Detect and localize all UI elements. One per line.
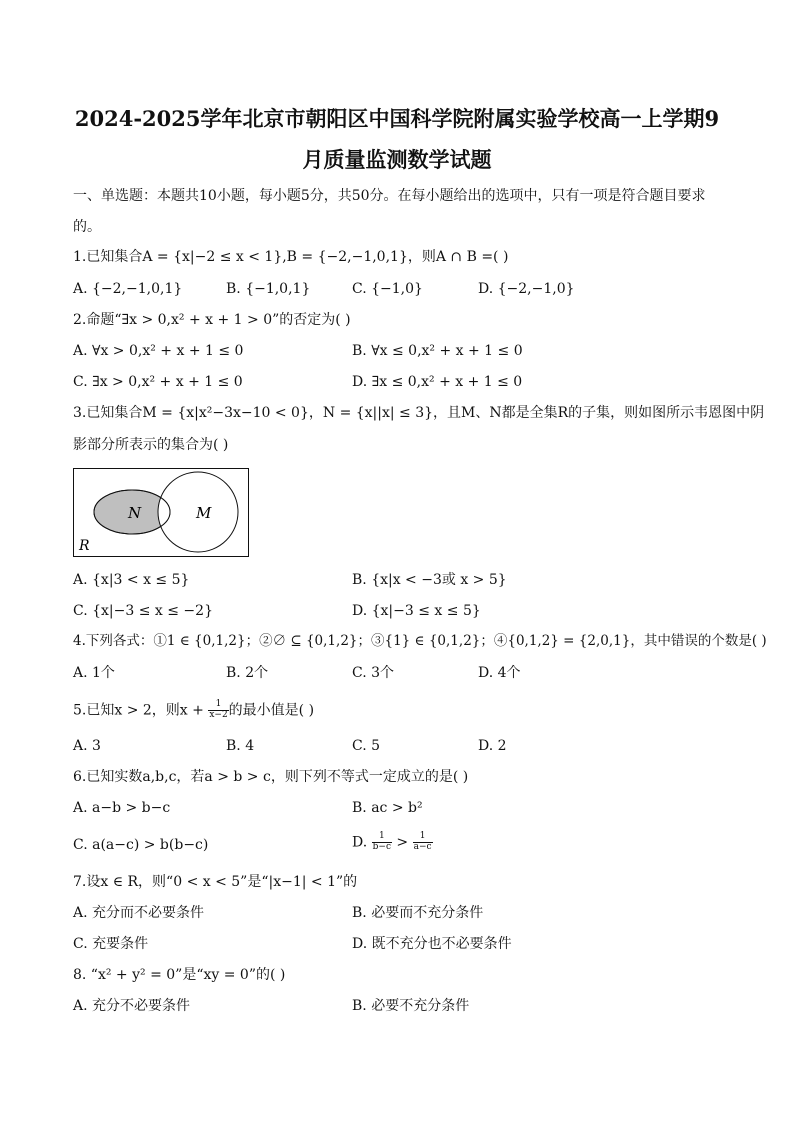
q5-fraction-denominator: x−2 (209, 709, 228, 720)
q2-option-d: D. ∃x ≤ 0,x² + x + 1 ≤ 0 (352, 374, 523, 390)
q8-stem: 8. “x² + y² = 0”是“xy = 0”的( ) (73, 967, 286, 983)
section-instruction-line-1: 一、单选题：本题共10小题，每小题5分，共50分。在每小题给出的选项中，只有一项是符合题目要求 (73, 188, 706, 204)
q5-option-b: B. 4 (226, 738, 255, 754)
venn-label-m: M (196, 504, 212, 522)
q4-stem: 4.下列各式：①1 ∈ {0,1,2}；②∅ ⊆ {0,1,2}；③{1} ∈ {0,1,2}；④{0,1,2} = {2,0,1}，其中错误的个数是( ) (73, 633, 767, 649)
q8-option-b: B. 必要不充分条件 (352, 998, 470, 1014)
venn-label-r: R (79, 538, 90, 554)
q6-option-d (352, 832, 433, 853)
q1-option-a: A. {−2,−1,0,1} (73, 281, 183, 297)
q5-fraction (208, 700, 228, 721)
q7-option-d: D. 既不充分也不必要条件 (352, 936, 512, 952)
q6-option-a: A. a−b > b−c (73, 800, 171, 816)
q7-option-c: C. 充要条件 (73, 936, 149, 952)
q3-option-c: C. {x|−3 ≤ x ≤ −2} (73, 603, 213, 619)
q5-stem-prefix: 5.已知x > 2，则x + (73, 702, 209, 719)
q6-option-d-prefix: D. (352, 834, 372, 851)
q6-d-fraction-2-numerator: 1 (413, 832, 433, 843)
q6-stem: 6.已知实数a,b,c，若a > b > c，则下列不等式一定成立的是( ) (73, 769, 469, 785)
q6-option-d-fraction-1 (372, 832, 392, 853)
q8-option-a: A. 充分不必要条件 (73, 998, 191, 1014)
q1-stem: 1.已知集合A = {x|−2 ≤ x < 1},B = {−2,−1,0,1}，则A ∩ B =( ) (73, 249, 509, 265)
q1-option-d: D. {−2,−1,0} (478, 281, 575, 297)
q5-stem (73, 700, 314, 721)
q5-fraction-numerator: 1 (208, 700, 228, 711)
q2-option-c: C. ∃x > 0,x² + x + 1 ≤ 0 (73, 374, 243, 390)
q6-d-fraction-1-numerator: 1 (372, 832, 392, 843)
q6-option-d-operator: > (391, 834, 413, 851)
q2-option-a: A. ∀x > 0,x² + x + 1 ≤ 0 (73, 343, 244, 359)
q1-option-b: B. {−1,0,1} (226, 281, 311, 297)
q1-option-c: C. {−1,0} (352, 281, 423, 297)
venn-diagram (73, 468, 249, 557)
q6-d-fraction-2-denominator: a−c (413, 841, 432, 852)
q3-option-b: B. {x|x < −3或 x > 5} (352, 572, 507, 588)
venn-diagram-svg (73, 468, 249, 557)
q4-option-b: B. 2个 (226, 665, 269, 681)
q7-option-a: A. 充分而不必要条件 (73, 905, 205, 921)
q6-option-b: B. ac > b² (352, 800, 423, 816)
exam-title-line-1: 2024-2025学年北京市朝阳区中国科学院附属实验学校高一上学期9 (74, 106, 720, 131)
q3-stem-line-2: 影部分所表示的集合为( ) (73, 437, 229, 453)
q3-option-d: D. {x|−3 ≤ x ≤ 5} (352, 603, 481, 619)
q6-d-fraction-1-denominator: b−c (372, 841, 391, 852)
q2-option-b: B. ∀x ≤ 0,x² + x + 1 ≤ 0 (352, 343, 523, 359)
section-instruction-line-2: 的。 (73, 219, 101, 235)
q5-option-d: D. 2 (478, 738, 507, 754)
q5-option-c: C. 5 (352, 738, 381, 754)
q5-stem-suffix: 的最小值是( ) (228, 702, 315, 719)
venn-label-n: N (128, 504, 142, 522)
q7-stem: 7.设x ∈ R，则“0 < x < 5”是“|x−1| < 1”的 (73, 874, 358, 890)
q2-stem: 2.命题“∃x > 0,x² + x + 1 > 0”的否定为( ) (73, 312, 351, 328)
q3-stem-line-1: 3.已知集合M = {x|x²−3x−10 < 0}，N = {x||x| ≤ 3}，且M、N都是全集R的子集，则如图所示韦恩图中阴 (73, 405, 765, 421)
q4-option-d: D. 4个 (478, 665, 521, 681)
q4-option-a: A. 1个 (73, 665, 115, 681)
q7-option-b: B. 必要而不充分条件 (352, 905, 484, 921)
q6-option-c: C. a(a−c) > b(b−c) (73, 837, 209, 853)
q4-option-c: C. 3个 (352, 665, 395, 681)
exam-title-line-2: 月质量监测数学试题 (302, 147, 492, 172)
q6-option-d-fraction-2 (413, 832, 433, 853)
q5-option-a: A. 3 (73, 738, 101, 754)
q3-option-a: A. {x|3 < x ≤ 5} (73, 572, 190, 588)
